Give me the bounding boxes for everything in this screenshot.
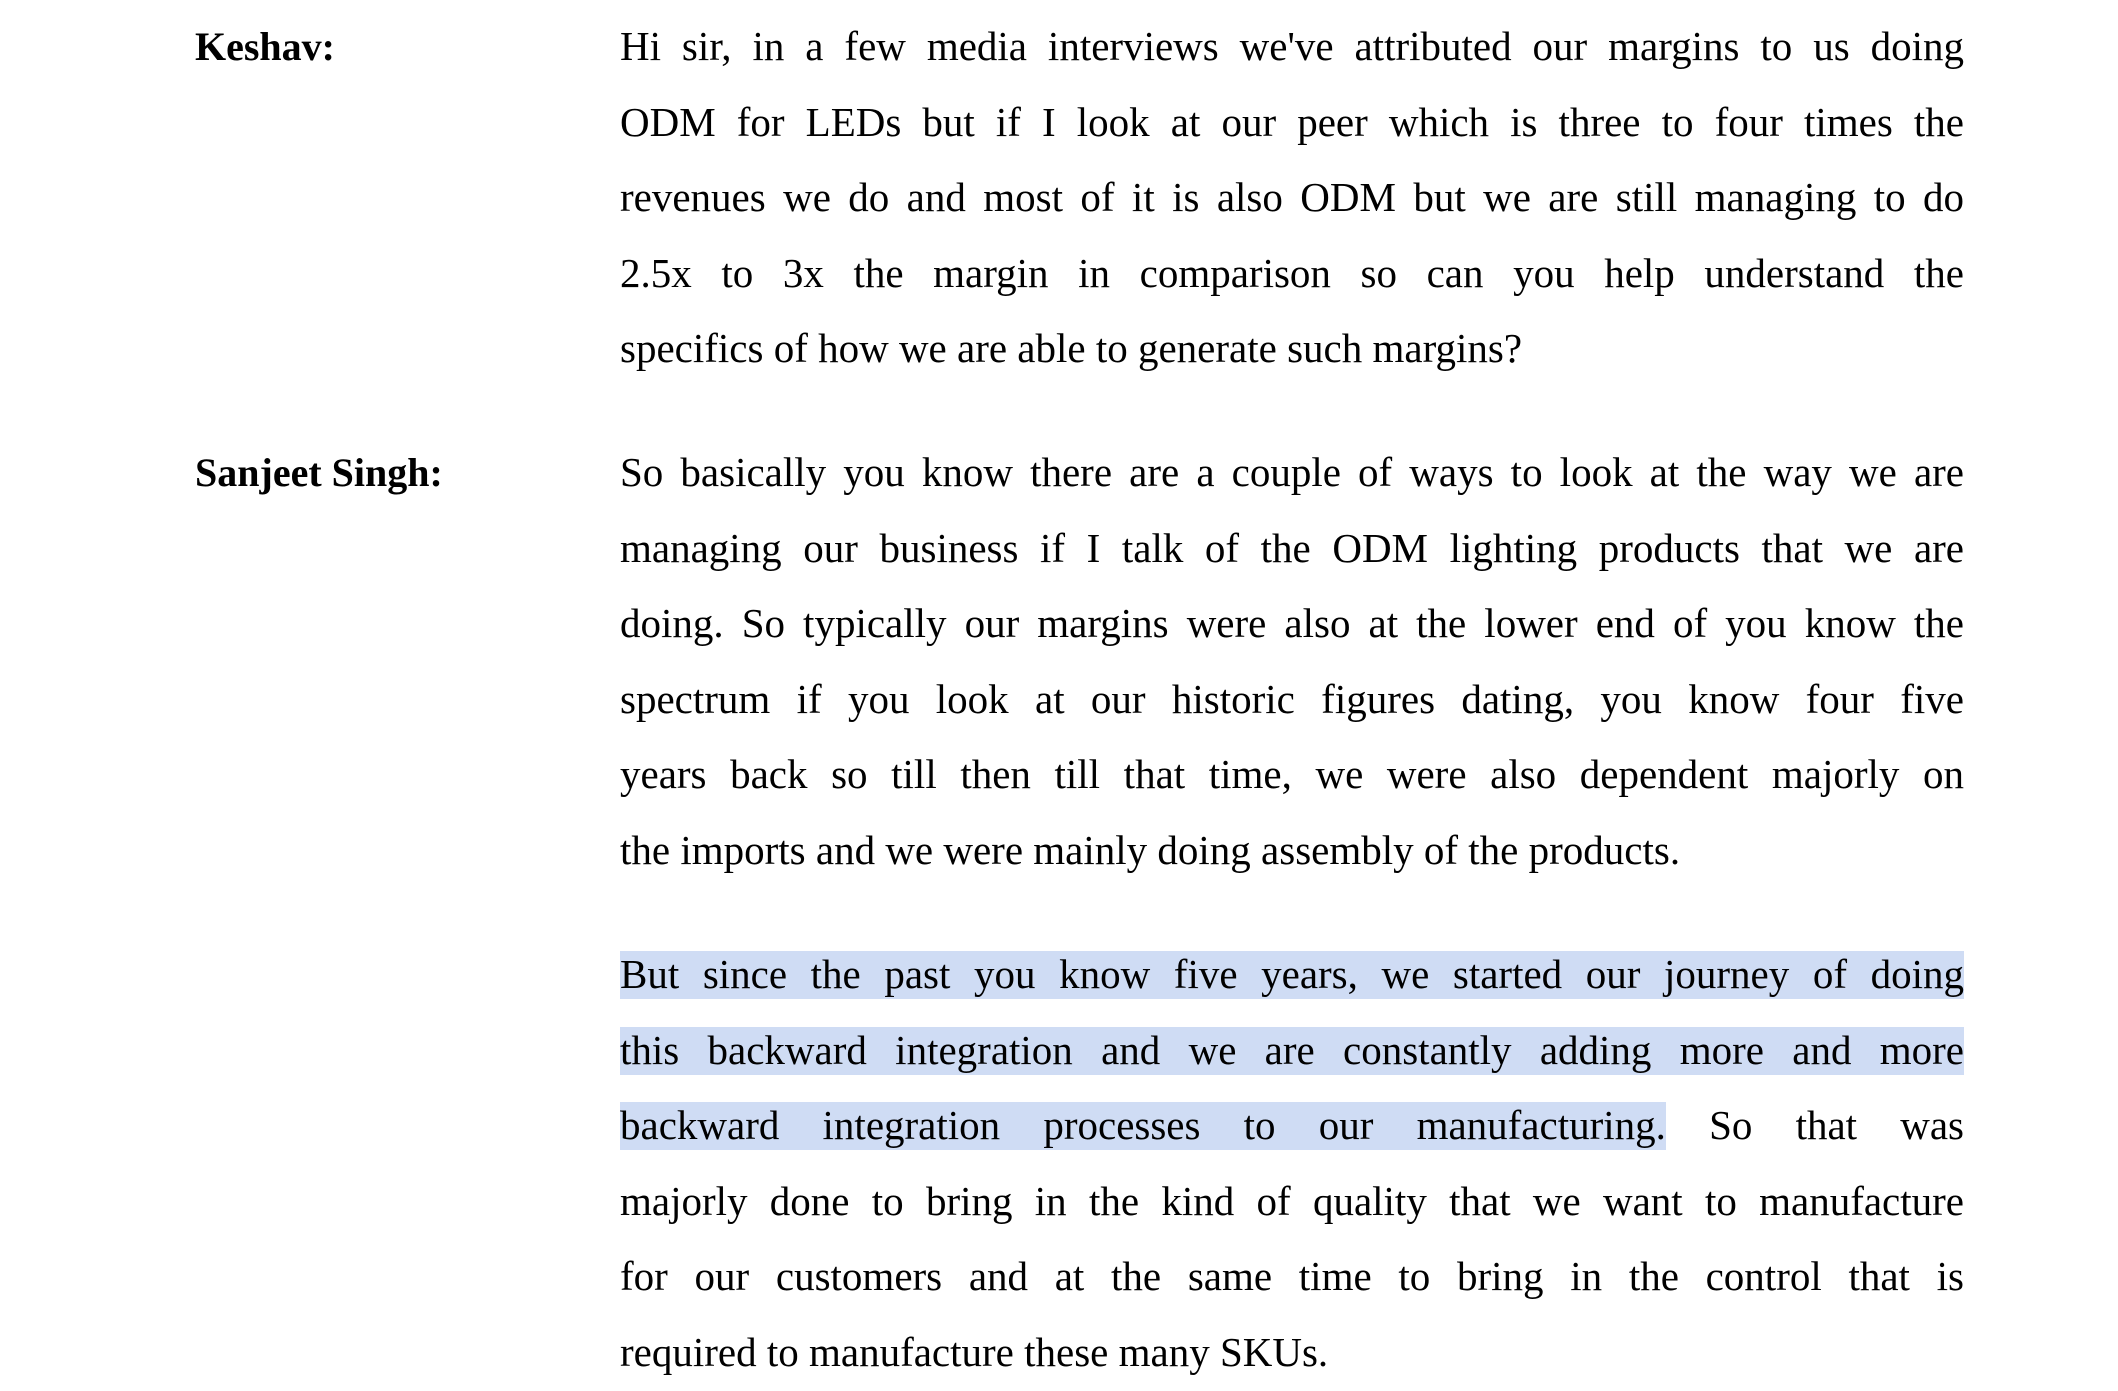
paragraph-line: ODM for LEDs but if I look at our peer which is three to four times the (620, 98, 1964, 145)
sanjeet-answer-paragraph-1[interactable] (620, 435, 1964, 889)
selected-text[interactable]: this backward integration and we are constantly adding more and more (620, 1026, 1964, 1073)
speaker-label-keshav: Keshav: (195, 24, 335, 69)
paragraph-line: 2.5x to 3x the margin in comparison so can you help understand the (620, 249, 1964, 296)
paragraph-line: years back so till then till that time, we were also dependent majorly on (620, 751, 1964, 798)
paragraph-line: spectrum if you look at our historic figures dating, you know four five (620, 675, 1964, 722)
paragraph-line: specifics of how we are able to generate such margins? (620, 325, 1523, 372)
paragraph-line: revenues we do and most of it is also ODM but we are still managing to do (620, 174, 1964, 221)
paragraph-line-partially-selected (620, 1088, 1964, 1164)
selected-text[interactable]: But since the past you know five years, we started our journey of doing (620, 951, 1964, 997)
unselected-text: So that was (1665, 1102, 1964, 1149)
paragraph-line: doing. So typically our margins were also at the lower end of you know the (620, 600, 1964, 647)
speaker-label-sanjeet-singh: Sanjeet Singh: (195, 450, 443, 495)
selected-text[interactable]: backward integration processes to our manufacturing. (620, 1102, 1666, 1149)
paragraph-line: managing our business if I talk of the ODM lighting products that we are (620, 524, 1964, 571)
sanjeet-answer-paragraph-2[interactable] (620, 937, 1964, 1391)
paragraph-line: the imports and we were mainly doing assembly of the products. (620, 826, 1681, 873)
paragraph-line-selected (620, 1013, 1964, 1089)
paragraph-line: Hi sir, in a few media interviews we've attributed our margins to us doing (620, 23, 1964, 69)
paragraph-line-selected (620, 937, 1964, 1013)
paragraph-line: majorly done to bring in the kind of quality that we want to manufacture (620, 1177, 1964, 1224)
paragraph-line: required to manufacture these many SKUs. (620, 1328, 1329, 1375)
keshav-question-paragraph[interactable] (620, 9, 1964, 387)
paragraph-line: So basically you know there are a couple of ways to look at the way we are (620, 449, 1964, 495)
paragraph-line: for our customers and at the same time to bring in the control that is (620, 1253, 1964, 1300)
